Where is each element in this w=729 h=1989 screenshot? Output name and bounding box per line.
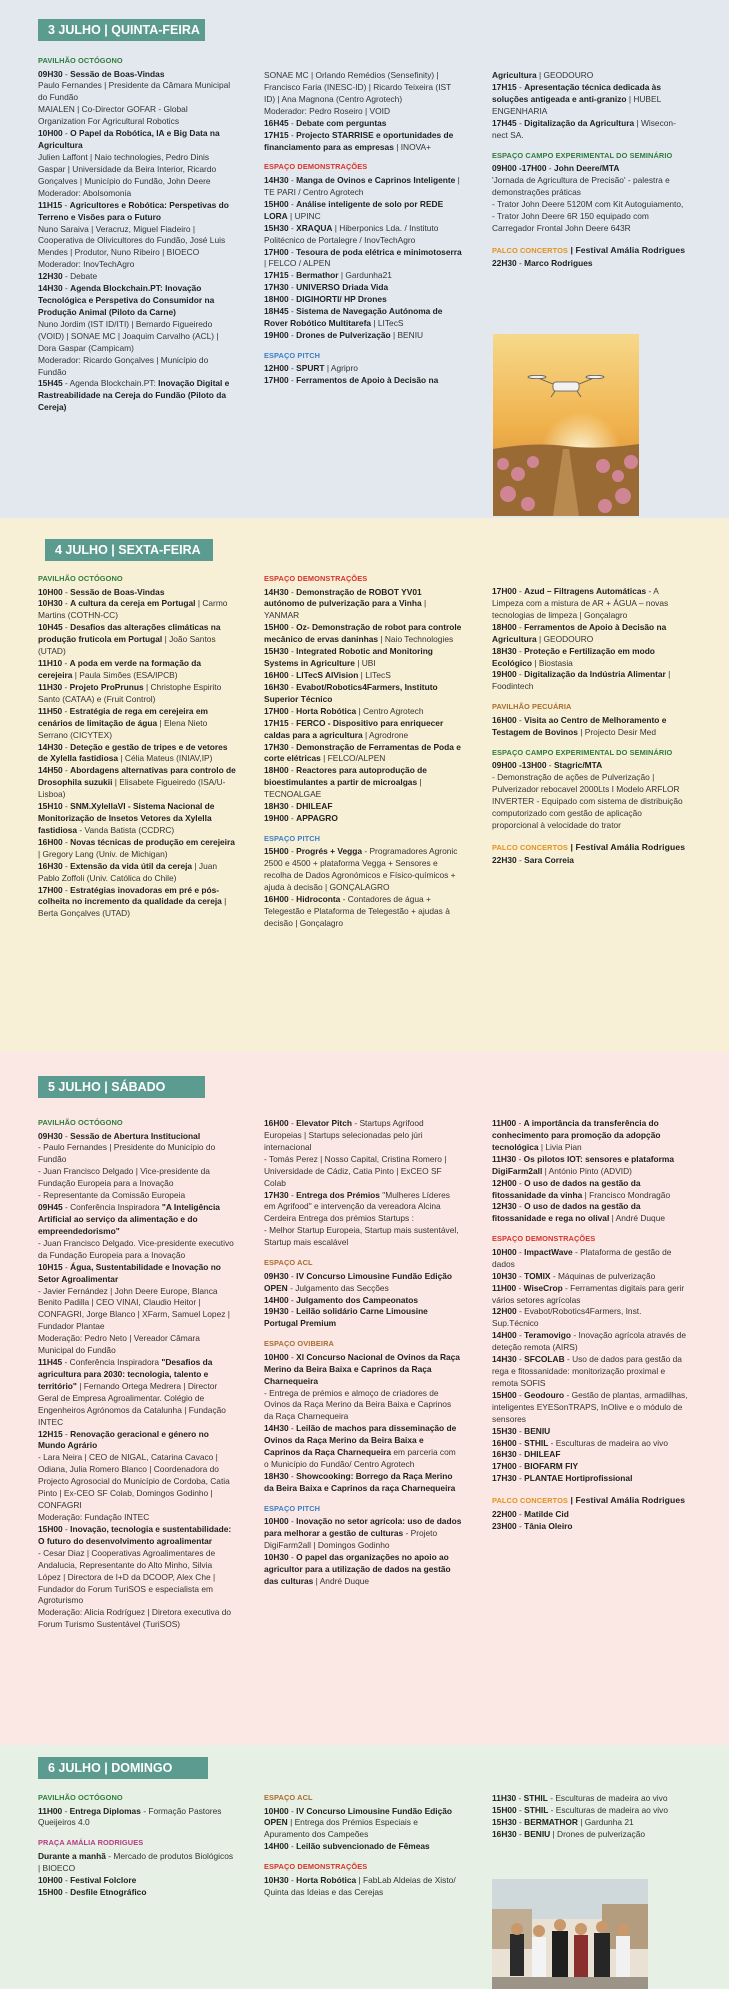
programme-item: 17H00 - Tesoura de poda elétrica e minimotoserra | FELCO / ALPEN [264,246,462,269]
programme-item: 09H45 - Conferência Inspiradora "A Inteligência Artificial ao serviço da alimentação e do empreendedorismo" [38,1202,220,1236]
programme-item: SONAE MC | Orlando Remédios (Sensefinity) | Francisco Faria (INESC-ID) | Ricardo Teixeira (IST ID) | Ana Magnona (Centro Agrotech) [264,70,452,104]
programme-item: 14H30 - Deteção e gestão de tripes e de vetores de Xylella fastidiosa | Célia Mateus (INIAV,IP) [38,741,228,764]
programme-item: 15H00 - Oz- Demonstração de robot para controle mecânico de ervas daninhas | Naio Technologies [264,622,462,645]
venue-heading [38,1793,236,1804]
programme-item: 17H45 - Digitalização da Agricultura | Wisecon-nect SA. [492,117,676,140]
spacer [492,739,690,748]
programme-item: 10H00 - O Papel da Robótica, IA e Big Data na Agricultura [38,128,220,151]
programme-item: - Juan Francisco Delgado | Vice-presidente da Fundação Europeia para a Inovação [38,1166,210,1189]
programme-item: 18H00 - Ferramentos de Apoio à Decisão na Agricultura | GEODOURO [492,621,667,644]
programme-item: 16H30 - BENIU | Drones de pulverização [492,1828,646,1839]
day-section-5-julho [0,1052,729,1745]
programme-item: Agricultura | GEODOURO [492,70,594,80]
programme-item: 15H30 - BERMATHOR | Gardunha 21 [492,1816,634,1827]
programme-item: 17H00 - Estratégias inovadoras em pré e pós-colheita no incremento da qualidade da cereja | Berta Gonçalves (UTAD) [38,884,227,919]
venue-name: ESPAÇO OVIBEIRA [264,1339,334,1349]
programme-item: Paulo Fernandes | Presidente da Câmara Municipal do Fundão [38,80,231,103]
programme-item: 14H00 - Teramovigo - Inovação agrícola através de deteção remota (AIRS) [492,1330,686,1353]
programme-item: 15H00 - Inovação, tecnologia e sustentabilidade: O futuro do desenvolvimento agroalimentar [38,1523,232,1546]
venue-name: ESPAÇO CAMPO EXPERIMENTAL DO SEMINÁRIO [492,150,673,160]
spacer [264,1853,462,1862]
programme-item: 17H00 - Horta Robótica | Centro Agrotech [264,705,424,716]
venue-name: PAVILHÃO OCTÓGONO [38,1118,123,1127]
venue-heading [38,56,236,67]
programme-item: - Paulo Fernandes | Presidente do Município do Fundão [38,1142,216,1165]
day-header: 6 JULHO | DOMINGO [38,1757,208,1779]
venue-heading [38,1118,236,1129]
venue-heading [492,151,690,162]
programme-item: 18H30 - Proteção e Fertilização em modo Ecológico | Biostasia [492,645,655,668]
drone-field-photo [493,334,639,516]
column-2 [264,574,462,930]
programme-item: 17H30 - Demonstração de Ferramentas de Poda e corte elétricas | FELCO/ALPEN [264,741,461,764]
venue-name: PAVILHÃO OCTÓGONO [38,574,123,583]
column-1 [38,1793,236,1899]
programme-item: 15H00 - Análise inteligente de solo por REDE LORA | UPINC [264,198,444,221]
spacer [264,153,462,162]
spacer [492,235,690,244]
programme-item: - Trator John Deere 5120M com Kit Autoguiamento, [492,198,684,209]
venue-name: PALCO CONCERTOS [492,842,568,852]
venue-heading [492,1494,690,1507]
programme-item: 12H00 - SPURT | Agripro [264,363,358,374]
spacer [38,1829,236,1838]
programme-item: 16H30 - Extensão da vida útil da cereja | Juan Pablo Zoffoli (Univ. Católica do Chile) [38,860,218,883]
programme-item: 14H30 - Demonstração de ROBOT YV01 autónomo de pulverização para a Vinha | YANMAR [264,586,427,621]
programme-item: - Cesar Diaz | Cooperativas Agroalimentares de Andalucia, Representante do Alto Minho, Silvia López | Directora de I+D da DCOOP, Alex Che | Fundador do Forum TuriSOS e especialista em Agroturismo [38,1547,216,1606]
programme-item: Moderação: Alicia Rodríguez | Diretora executiva do Forum Turismo Sustentável (TuriSOS) [38,1607,232,1630]
programme-item: Nuno Saraiva | Veracruz, Miguel Fiadeiro | Cooperativa de Olivicultores do Fundão, José Luis Mendes | Produtor, Nuno Ribeiro | BIOECO [38,223,226,258]
venue-heading [38,1838,236,1849]
programme-item: 14H30 - Manga de Ovinos e Caprinos Inteligente | TE PARI / Centro Agrotech [264,174,460,197]
venue-heading [264,1793,462,1804]
venue-name: PALCO CONCERTOS [492,245,568,255]
programme-item: 10H30 - O papel das organizações no apoio ao agricultor para a utilização de dados na gestão das culturas | André Duque [264,1552,451,1586]
programme-item: 15H00 - Geodouro - Gestão de plantas, armadilhas, inteligentes EYESonTRAPS, InOlive e o módulo de sensores [492,1389,688,1424]
spacer [492,1485,690,1494]
spacer [492,693,690,702]
venue-name: PAVILHÃO OCTÓGONO [38,56,123,65]
programme-item: 16H30 - DHILEAF [492,1449,561,1460]
programme-item: 12H00 - O uso de dados na gestão da fitossanidade da vinha | Francisco Mondragão [492,1177,671,1200]
programme-item: 15H00 - Desfile Etnográfico [38,1886,147,1897]
programme-item: 19H00 - Digitalização da Indústria Alimentar | Foodintech [492,669,671,692]
programme-item: 15H45 - Agenda Blockchain.PT: Inovação Digital e Rastreabilidade na Cereja do Fundão (Piloto da Cereja) [38,378,230,413]
programme-item: 11H00 - WiseCrop - Ferramentas digitais para gerir vários setores agrícolas [492,1282,685,1305]
programme-item: 14H00 - Julgamento dos Campeonatos [264,1294,419,1305]
venue-name: ESPAÇO CAMPO EXPERIMENTAL DO SEMINÁRIO [492,747,673,757]
programme-item: Moderação: Fundação INTEC [38,1512,150,1523]
programme-item: 22H30 - Sara Correia [492,855,574,866]
programme-item: 15H30 - BENIU [492,1425,551,1436]
column-3 [492,1118,690,1533]
venue-heading [264,1258,462,1269]
programme-item: 10H00 - ImpactWave - Plataforma de gestão de dados [492,1246,672,1269]
venue-heading [38,574,236,585]
programme-item: 18H45 - Sistema de Navegação Autónoma de Rover Robótico Multitarefa | LITecS [264,306,443,329]
programme-item: 16H00 - LITecS AIVision | LITecS [264,669,391,680]
programme-item: 10H00 - IV Concurso Limousine Fundão Edição OPEN | Entrega dos Prémios Especiais e Apuramento dos Campeões [264,1805,453,1840]
programme-item: 10H00 - Sessão de Boas-Vindas [38,586,165,597]
spacer [264,825,462,834]
programme-item: - Demonstração de ações de Pulverização | Pulverizador rebocavel 2000Lts I Modelo ARFLOR INVERTER - Equipado com sistema de distribuição computorizado com gestão de aplicação proporcional à velocidade do trator [492,772,683,830]
venue-heading [264,1339,462,1350]
venue-name: ESPAÇO ACL [264,1793,313,1802]
column-3 [492,1793,690,1841]
venue-heading [264,1862,462,1873]
column-1 [38,56,236,414]
programme-item: 11H50 - Estratégia de rega em cerejeira em cenários de limitação de água | Elena Nieto Serrano (CICYTEX) [38,705,208,740]
programme-item: 16H30 - Evabot/Robotics4Farmers, Instituto Superior Técnico [264,681,438,704]
spacer [492,142,690,151]
column-3 [492,586,690,867]
programme-item: 19H00 - APPAGRO [264,813,338,824]
programme-item: 23H00 - Tânia Oleiro [492,1520,573,1531]
folk-parade-photo [492,1879,648,1989]
programme-item: Nuno Jordim (IST ID/ITI) | Bernardo Figueiredo (VOID) | SONAE MC | Joaquim Carvalho (ACL) | Dora Gaspar (Campicam) [38,318,219,353]
programme-item: 11H30 - STHIL - Esculturas de madeira ao vivo [492,1793,668,1803]
programme-item: 15H00 - STHIL - Esculturas de madeira ao vivo [492,1804,668,1815]
venue-name: ESPAÇO PITCH [264,350,321,360]
programme-item: 17H15 - FERCO - Dispositivo para enriquecer caldas para a agricultura | Agrodrone [264,717,444,740]
programme-item: - Trator John Deere 6R 150 equipado com Carregador Frontal John Deere 643R [492,210,649,233]
programme-item: 10H30 - Horta Robótica | FabLab Aldeias de Xisto/ Quinta das Ideias e das Cerejas [264,1874,456,1897]
programme-item: 17H30 - UNIVERSO Driada Vida [264,282,389,293]
venue-subtitle: | Festival Amália Rodrigues [567,1495,686,1506]
programme-item: 16H00 - Elevator Pitch - Startups Agrifood Europeias | Startups selecionadas pelo júri internacional [264,1118,424,1152]
programme-item: 17H15 - Projecto STARRISE e oportunidades de financiamento para as empresas | INOVA+ [264,129,454,152]
programme-item: 14H30 - Leilão de machos para disseminação de Ovinos da Raça Merino da Beira Baixa e Caprinos da Raça Charnequeira em parceria com o Município do Fundão/ Centro Agrotech [264,1423,457,1470]
programme-item: 17H30 - Entrega dos Prémios "Mulheres Líderes em Agrifood" e intervenção da vereadora Alcina Cerdeira Entrega dos prémios Startups : [264,1189,450,1224]
day-section-6-julho [0,1745,729,1989]
programme-item: 10H00 - XI Concurso Nacional de Ovinos da Raça Merino da Beira Baixa e Caprinos da Raça Charnequeira [264,1351,460,1386]
programme-item: 09H30 - Sessão de Abertura Institucional [38,1130,201,1141]
spacer [264,342,462,351]
venue-heading [264,162,462,173]
programme-item: 17H00 - Ferramentos de Apoio à Decisão na [264,375,439,386]
venue-heading [264,351,462,362]
programme-item: 11H10 - A poda em verde na formação da cerejeira | Paula Simões (ESA/IPCB) [38,658,202,680]
programme-item: Moderação: Pedro Neto | Vereador Câmara Municipal do Fundão [38,1333,200,1356]
venue-subtitle: | Festival Amália Rodrigues [567,841,686,852]
venue-name: ESPAÇO DEMONSTRAÇÕES [264,1862,368,1872]
venue-subtitle: | Festival Amália Rodrigues [567,244,686,255]
programme-item: 10H15 - Água, Sustentabilidade e Inovação no Setor Agroalimentar [38,1261,221,1284]
programme-item: 16H45 - Debate com perguntas [264,117,387,128]
programme-item: 16H00 - Visita ao Centro de Melhoramento e Testagem de Bovinos | Projecto Desir Med [492,714,667,737]
programme-item: 09H30 - Sessão de Boas-Vindas [38,68,165,79]
programme-item: 14H50 - Abordagens alternativas para controlo de Drosophila suzukii | Elisabete Figueiredo (ISA/U-Lisboa) [38,765,236,800]
venue-name: PRAÇA AMÁLIA RODRIGUES [38,1838,144,1848]
programme-item: 14H00 - Leilão subvencionado de Fêmeas [264,1841,430,1852]
programme-item: 11H30 - Projeto ProPrunus | Christophe Espirito Santo (CATAA) e (Fruit Control) [38,681,222,704]
programme-item: 10H30 - TOMIX - Máquinas de pulverização [492,1270,656,1281]
programme-item: Moderador: Pedro Roseiro | VOID [264,105,390,116]
spacer [264,1495,462,1504]
venue-heading [492,702,690,713]
programme-item: 18H30 - Showcooking: Borrego da Raça Merino da Beira Baixa e Caprinos da raça Charnequeira [264,1471,456,1493]
programme-item: Moderador: InovTechAgro [38,259,135,270]
programme-item: - Tomás Perez | Nosso Capital, Cristina Romero | Universidade de Cádiz, Catia Pinto | ExCEO SF Colab [264,1153,447,1188]
programme-item: 'Jornada de Agricultura de Precisão' - palestra e demonstrações práticas [492,174,670,197]
day-header: 4 JULHO | SEXTA-FEIRA [45,539,213,561]
programme-item: 18H00 - Reactores para autoprodução de bioestimulantes a partir de microalgas | TECNOALGAE [264,765,427,800]
spacer [264,1330,462,1339]
programme-item: Julien Laffont | Naio technologies, Pedro Dinis Gaspar | Universidade da Beira Interior, Ricardo Gonçalves | Município do Fundão, John Deere [38,151,217,186]
programme-item: 22H30 - Marco Rodrigues [492,258,593,269]
column-1 [38,1118,236,1631]
programme-item: 14H30 - SFCOLAB - Uso de dados para gestão da rega e fitossanidade: monitorização proximal e remota SOFIS [492,1354,682,1388]
venue-name: ESPAÇO DEMONSTRAÇÕES [492,1234,596,1244]
venue-name: ESPAÇO DEMONSTRAÇÕES [264,162,368,172]
venue-name: PAVILHÃO PECUÁRIA [492,702,572,712]
venue-heading [492,244,690,257]
venue-name: ESPAÇO ACL [264,1258,313,1268]
programme-item: 22H00 - Matilde Cid [492,1508,569,1519]
venue-name: ESPAÇO PITCH [264,1503,321,1513]
programme-item: 14H30 - Agenda Blockchain.PT: Inovação Tecnológica e Perspetiva do Consumidor na Produção Animal (Piloto da Carne) [38,283,215,317]
programme-item: 18H00 - DIGIHORTI/ HP Drones [264,294,387,305]
programme-item: 15H30 - XRAQUA | Hiberponics Lda. / Instituto Politécnico de Portalegre / InovTechAgro [264,222,439,245]
venue-heading [492,1234,690,1245]
programme-item: - Javier Fernández | John Deere Europe, Blanca Benito Padilla | CEO VINAI, Claudio Heitor | CONFAGRI, Jorge Blanco | XFarm, Samuel Lopez | Fundador Plantae [38,1285,230,1332]
programme-item: 11H00 - A importância da transferência do conhecimento para promoção da adopção tecnológica | Livia Pian [492,1118,661,1152]
programme-item: 16H00 - STHIL - Esculturas de madeira ao vivo [492,1437,668,1448]
column-1 [38,574,236,920]
venue-heading [264,574,462,585]
programme-item: Durante a manhã - Mercado de produtos Biológicos | BIOECO [38,1850,234,1873]
programme-item: 12H15 - Renovação geracional e género no Mundo Agrário [38,1428,209,1451]
day-header: 5 JULHO | SÁBADO [38,1076,205,1098]
day-section-3-julho [0,0,729,518]
day-header: 3 JULHO | QUINTA-FEIRA [38,19,205,41]
programme-item: 12H30 - O uso de dados na gestão da fitossanidade e rega no olival | André Duque [492,1201,666,1224]
programme-item: 09H00 -13H00 - Stagric/MTA [492,760,603,771]
programme-item: 11H45 - Conferência Inspiradora "Desafios da agricultura para 2030: tecnologia, talento e território" | Fernando Ortega Medrera | Director Geral de Empresa Agroalimentar. Colégio de Engenheiros Agrónomos da Catalunha | Fundação INTEC [38,1357,226,1427]
programme-item: - Lara Neira | CEO de NIGAL, Catarina Cavaco | Odiana, Julia Romero Blanco | Coordenadora do Projecto Agrosocial do Município de Cordoba, Catia Pinto | Ex-CEO SF Colab, Domingos Godinho | CONFAGRI [38,1452,230,1511]
venue-heading [264,834,462,845]
programme-item: 17H00 - Azud – Filtragens Automáticas - A Limpeza com a mistura de AR + ÁGUA – novas tecnologias de limpeza | Gonçalagro [492,586,669,620]
column-2 [264,1118,462,1588]
programme-item: 18H30 - DHILEAF [264,801,333,812]
spacer [264,1249,462,1258]
programme-item: 15H10 - SNM.XylellaVI - Sistema Nacional de Monitorização de Insetos Vetores da Xylella fastidiosa - Vanda Batista (CCDRC) [38,801,215,835]
programme-item: Moderador: Abolsomonia [38,187,132,198]
day-section-4-julho [0,518,729,1052]
programme-item: 11H00 - Entrega Diplomas - Formação Pastores Queijeiros 4.0 [38,1805,222,1828]
programme-item: - Juan Francisco Delgado. Vice-presidente executivo da Fundação Europeia para a Inovação [38,1237,234,1260]
programme-item: 09H00 -17H00 - John Deere/MTA [492,163,620,174]
programme-item: 16H00 - Hidroconta - Contadores de água + Telegestão e Plataforma de Telegestão + ajudas à decisão | Gonçalagro [264,894,450,928]
programme-item: 09H30 - IV Concurso Limousine Fundão Edição OPEN - Julgamento das Secções [264,1270,453,1293]
venue-heading [492,748,690,759]
programme-item: 12H30 - Debate [38,271,98,282]
programme-item: 19H30 - Leilão solidário Carne Limousine Portugal Premium [264,1306,428,1329]
venue-name: PAVILHÃO OCTÓGONO [38,1793,123,1802]
programme-item: 15H00 - Progrés + Vegga - Programadores Agronic 2500 e 4500 + plataforma Vegga + Sensores e recolha de Dados Agronómicos e Físico-químicos + ajuda à decisão | GONÇALAGRO [264,846,458,893]
programme-item: 10H45 - Desafios das alterações climáticas na produção fruticola em Portugal | João Santos (UTAD) [38,622,221,657]
programme-item: 17H00 - BIOFARM FIY [492,1461,579,1472]
venue-name: PALCO CONCERTOS [492,1496,568,1506]
programme-item: 11H30 - Os pilotos IOT: sensores e plataforma DigiFarm2all | António Pinto (ADVID) [492,1153,674,1176]
programme-item: - Melhor Startup Europeia, Startup mais sustentável, Startup mais escalável [264,1225,459,1248]
programme-item: MAIALEN | Co-Director GOFAR - Global Organization For Agricultural Robotics [38,104,188,127]
programme-item: 16H00 - Novas técnicas de produção em cerejeira | Gregory Lang (Univ. de Michigan) [38,836,235,859]
venue-name: ESPAÇO PITCH [264,833,321,843]
programme-item: 17H30 - PLANTAE Hortiprofissional [492,1473,633,1484]
column-3 [492,70,690,270]
programme-item: Moderador: Ricardo Gonçalves | Município do Fundão [38,354,209,377]
programme-item: 15H30 - Integrated Robotic and Monitoring Systems in Agriculture | UBI [264,646,433,669]
programme-item: 19H00 - Drones de Pulverização | BENIU [264,329,424,340]
programme-item: 10H00 - Inovação no setor agrícola: uso de dados para melhorar a gestão de culturas - Projeto DigiFarm2all | Domingos Godinho [264,1516,462,1551]
programme-item: 10H00 - Festival Folclore [38,1874,137,1885]
venue-name: ESPAÇO DEMONSTRAÇÕES [264,574,368,583]
venue-heading [264,1504,462,1515]
programme-item: 17H15 - Bermathor | Gardunha21 [264,270,392,281]
programme-item: - Entrega de prémios e almoço de criadores de Ovinos da Raça Merino da Beira Baixa e Caprinos da Raça Charnequeira [264,1387,452,1422]
programme-item: 10H30 - A cultura da cereja em Portugal | Carmo Martins (COTHN-CC) [38,598,228,621]
spacer [492,1225,690,1234]
venue-heading [492,841,690,854]
programme-item: - Representante da Comissão Europeia [38,1190,186,1201]
programme-item: 17H15 - Apresentação técnica dedicada às soluções antigeada e anti-granizo | HUBEL ENGENHARIA [492,81,661,116]
programme-item: 11H15 - Agricultores e Robótica: Perspetivas do Terreno e Visões para o Futuro [38,199,229,222]
spacer [492,832,690,841]
programme-item: 12H00 - Evabot/Robotics4Farmers, Inst. Sup.Técnico [492,1306,642,1329]
column-2 [264,70,462,387]
column-2 [264,1793,462,1899]
